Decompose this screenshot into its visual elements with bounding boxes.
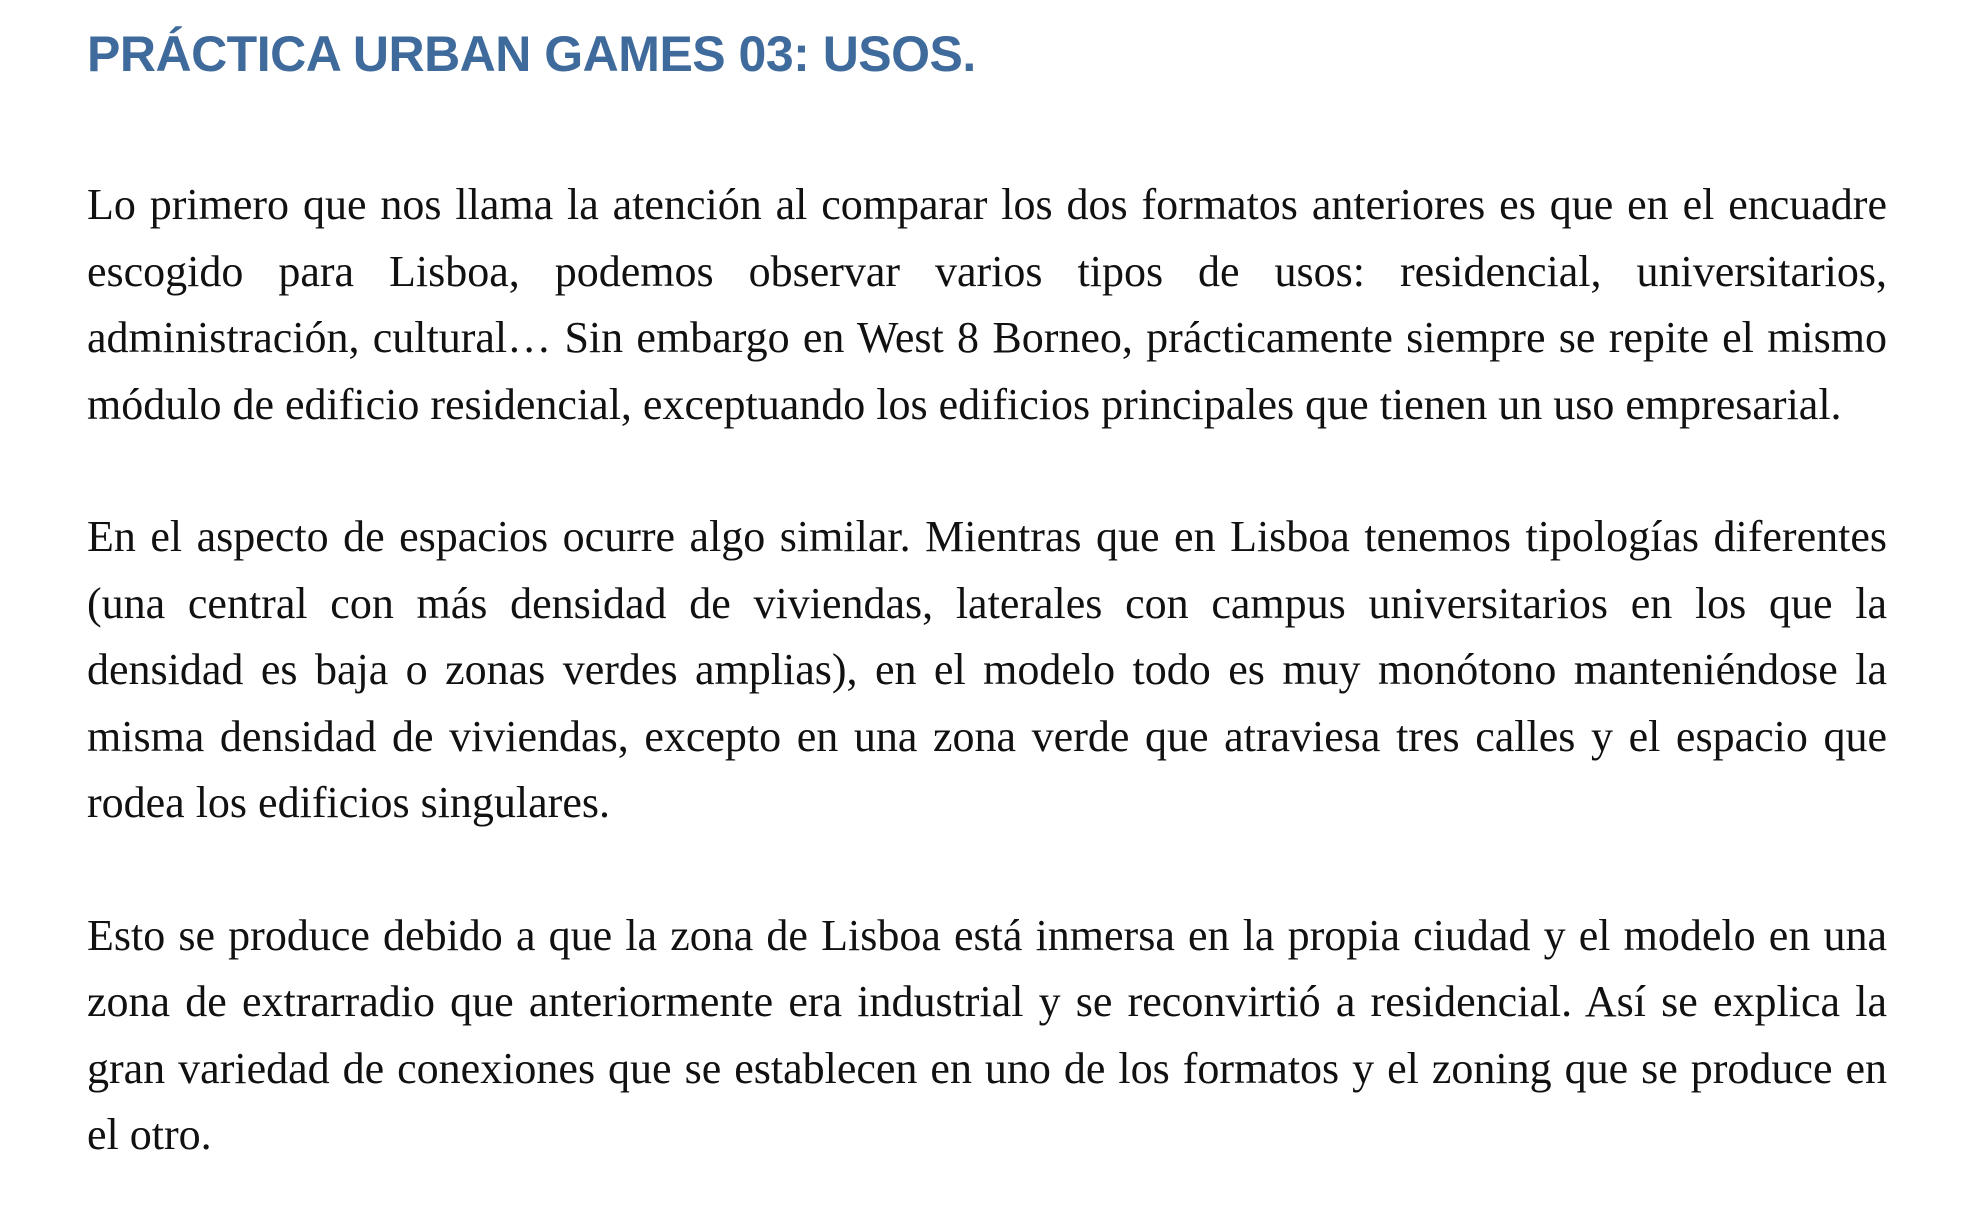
document-title: PRÁCTICA URBAN GAMES 03: USOS. (87, 26, 976, 82)
paragraph-contexto: Esto se produce debido a que la zona de Lisboa está inmersa en la propia ciudad y el modelo en una zona de extrarradio que anteriormente era industrial y se reconvirtió a residencial. Así se explica la gran variedad de conexiones que se establecen en uno de los formatos y el zoning que se produce en el otro. (87, 910, 1887, 1159)
paragraph-usos: Lo primero que nos llama la atención al comparar los dos formatos anteriores es que en el encuadre escogido para Lisboa, podemos observar varios tipos de usos: residencial, universitarios, administración, cultural… Sin embargo en West 8 Borneo, prácticamente siempre se repite el mismo módulo de edificio residencial, exceptuando los edificios principales que tienen un uso empresarial. (87, 180, 1887, 429)
paragraph-espacios: En el aspecto de espacios ocurre algo similar. Mientras que en Lisboa tenemos tipologías diferentes (una central con más densidad de viviendas, laterales con campus universitarios en los que la densidad es baja o zonas verdes amplias), en el modelo todo es muy monótono manteniéndose la misma densidad de viviendas, excepto en una zona verde que atraviesa tres calles y el espacio que rodea los edificios singulares. (87, 512, 1887, 827)
document-page (87, 0, 1887, 1169)
